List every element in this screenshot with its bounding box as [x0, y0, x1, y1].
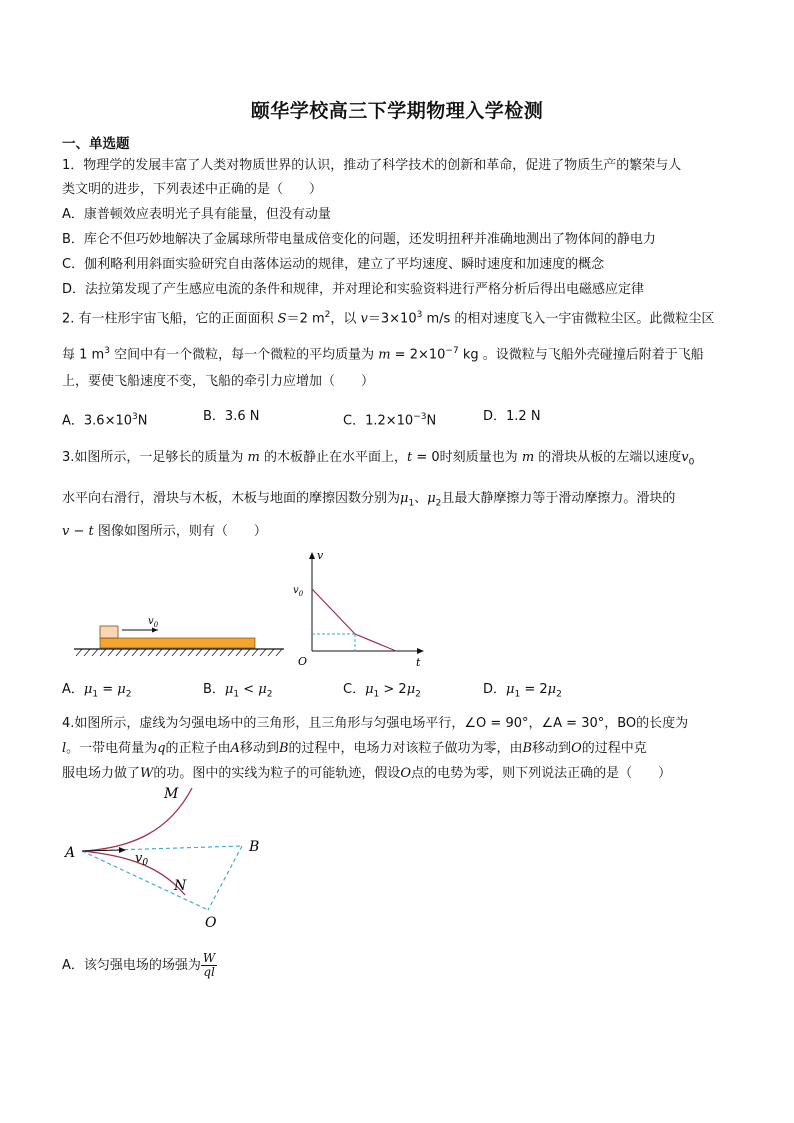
- edge-bo: [208, 846, 242, 910]
- q2-option-b: B．3.6 N: [203, 409, 260, 424]
- v-axis-arrow: [309, 552, 315, 559]
- q3-stem-line1: 3.如图所示，一足够长的质量为 m 的木板静止在水平面上，t = 0时刻质量也为 m 的滑块从板的左端以速度$v_0$: [62, 450, 695, 468]
- t-axis-label: t: [416, 656, 421, 669]
- q2-stem-line2: 每 1 $m^3$ 空间中有一个微粒，每一个微粒的平均质量为 $m = 2\times 10^{-7}$ kg 。设微粒与飞船外壳碰撞后附着于飞船: [62, 346, 704, 363]
- section-heading: 一、单选题: [62, 136, 130, 152]
- label-v0: $v_0$: [135, 851, 149, 868]
- origin-label: O: [298, 655, 308, 668]
- q3-option-c: C．$\mu_1 > 2\mu_2$: [343, 682, 421, 700]
- q4-stem-line3: 服电场力做了W的功。图中的实线为粒子的可能轨迹，假设O点的电势为零，则下列说法正确的是（ ）: [62, 766, 672, 781]
- q1-stem-line1: 1．物理学的发展丰富了人类对物质世界的认识，推动了科学技术的创新和革命，促进了物质生产的繁荣与人: [62, 158, 682, 173]
- ground-hatching: [76, 649, 282, 656]
- q3-option-b: B．$\mu_1 < \mu_2$: [203, 682, 273, 700]
- q3-vt-graph: [288, 548, 430, 670]
- page-title: 颐华学校高三下学期物理入学检测: [250, 100, 544, 122]
- q4-stem-line2: l。一带电荷量为q的正粒子由A移动到B的过程中，电场力对该粒子做功为零，由B移动到O的过程中克: [62, 741, 647, 756]
- q3-board-diagram: [70, 612, 290, 660]
- q1-option-b: B．库仑不但巧妙地解决了金属球所带电量成倍变化的问题，还发明扭秤并准确地测出了物体间的静电力: [62, 232, 656, 247]
- q3-option-d: D．$\mu_1 = 2\mu_2$: [483, 682, 562, 700]
- trajectory-n: [82, 851, 185, 895]
- q3-stem-line3: v − t 图像如图所示，则有（ ）: [62, 524, 267, 539]
- q2-option-d: D．1.2 N: [483, 409, 541, 424]
- label-o: O: [205, 915, 217, 931]
- q1-option-a: A．康普顿效应表明光子具有能量，但没有动量: [62, 207, 331, 222]
- label-b: B: [249, 839, 260, 855]
- q1-option-c: C．伽利略利用斜面实验研究自由落体运动的规律，建立了平均速度、瞬时速度和加速度的概念: [62, 257, 605, 272]
- slider-block: [100, 626, 118, 638]
- q3-option-a: A．$\mu_1 = \mu_2$: [62, 682, 132, 700]
- q4-option-a: A．该匀强电场的场强为 $\frac{W}{ql}$: [62, 951, 216, 979]
- q3-stem-line2: 水平向右滑行，滑块与木板，木板与地面的摩擦因数分别为$\mu_1$、$\mu_2$且最大静摩擦力等于滑动摩擦力。滑块的: [62, 491, 676, 509]
- label-n: N: [174, 878, 187, 894]
- t-axis-arrow: [417, 648, 424, 654]
- v0-arrowhead: [119, 847, 126, 853]
- q2-option-c: C．$1.2\times 10^{-3}N$: [343, 412, 437, 429]
- block-velocity-label: $v_0$: [148, 616, 159, 629]
- q1-option-d: D．法拉第发现了产生感应电流的条件和规律，并对理论和实验资料进行严格分析后得出电磁感应定律: [62, 282, 645, 297]
- label-m: M: [164, 786, 179, 802]
- wooden-board: [100, 638, 255, 648]
- v-axis-label: v: [317, 549, 324, 562]
- q4-stem-line1: 4.如图所示，虚线为匀强电场中的三角形，且三角形与匀强电场平行，∠O = 90°，∠A = 30°，BO的长度为: [62, 716, 689, 731]
- field-strength-fraction: $\frac{W}{ql}$: [202, 951, 216, 979]
- q2-stem-line1: 2. 有一柱形宇宙飞船，它的正面面积 S＝2 $m^2$，以 $v=3\times 10^3$ m/s 的相对速度飞入一宇宙微粒尘区。此微粒尘区: [62, 310, 715, 327]
- vt-curve: [312, 589, 396, 651]
- label-a: A: [65, 845, 76, 861]
- q4-triangle-diagram: [62, 786, 272, 932]
- v0-label: $v_0$: [293, 585, 304, 598]
- q1-stem-line2: 类文明的进步，下列表述中正确的是（ ）: [62, 182, 323, 197]
- q2-stem-line3: 上，要使飞船速度不变，飞船的牵引力应增加（ ）: [62, 374, 375, 389]
- q2-option-a: A．$3.6\times 10^3N$: [62, 412, 148, 429]
